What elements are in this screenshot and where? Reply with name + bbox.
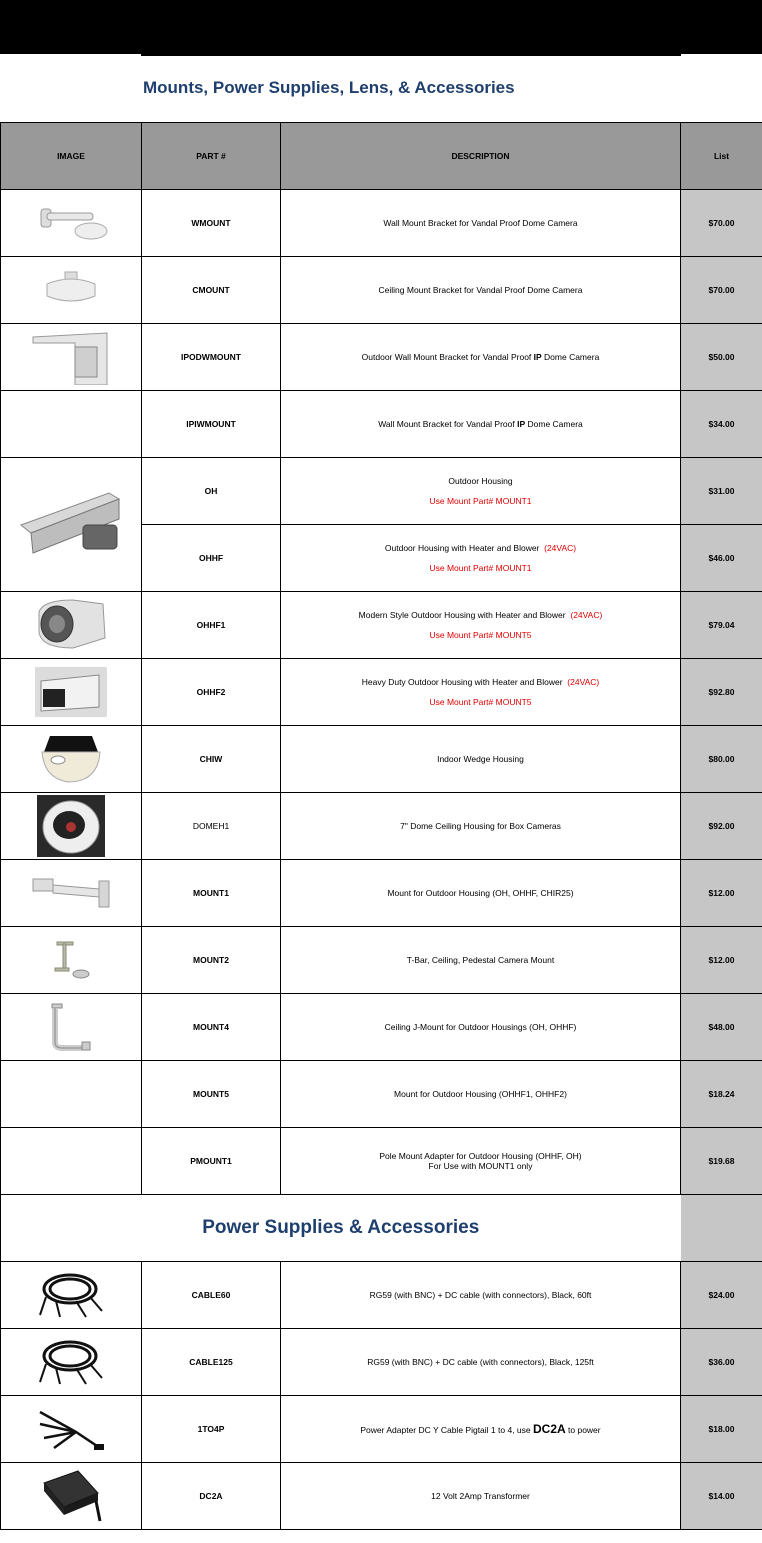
description: RG59 (with BNC) + DC cable (with connectors), Black, 60ft — [281, 1262, 681, 1329]
part-number: OHHF — [142, 525, 281, 592]
part-number: OH — [142, 458, 281, 525]
mount-note: Use Mount Part# MOUNT1 — [429, 563, 532, 573]
description: 12 Volt 2Amp Transformer — [281, 1463, 681, 1530]
table-row — [1, 726, 762, 793]
table-row — [1, 860, 762, 927]
part-number: CABLE125 — [142, 1329, 281, 1396]
list-price: $79.04 — [681, 592, 762, 659]
table-row — [1, 190, 762, 257]
list-price: $18.00 — [681, 1396, 762, 1463]
part-number: OHHF1 — [142, 592, 281, 659]
top-banner — [0, 0, 762, 54]
list-price: $14.00 — [681, 1463, 762, 1530]
description: Heavy Duty Outdoor Housing with Heater and Blower (24VAC) Use Mount Part# MOUNT5 — [281, 659, 681, 726]
table-row — [1, 324, 762, 391]
list-price: $92.00 — [681, 793, 762, 860]
part-number: CMOUNT — [142, 257, 281, 324]
description: Outdoor Housing with Heater and Blower (24VAC) Use Mount Part# MOUNT1 — [281, 525, 681, 592]
part-number: DC2A — [142, 1463, 281, 1530]
description: Wall Mount Bracket for Vandal Proof Dome Camera — [281, 190, 681, 257]
list-price: $48.00 — [681, 994, 762, 1061]
list-price: $24.00 — [681, 1262, 762, 1329]
list-price: $34.00 — [681, 391, 762, 458]
modern-housing-icon — [1, 592, 142, 659]
part-number: CHIW — [142, 726, 281, 793]
table-row — [1, 257, 762, 324]
description: Pole Mount Adapter for Outdoor Housing (OHHF, OH) For Use with MOUNT1 only — [281, 1128, 681, 1195]
description: Ceiling Mount Bracket for Vandal Proof Dome Camera — [281, 257, 681, 324]
table-row — [1, 1128, 762, 1195]
description: Ceiling J-Mount for Outdoor Housings (OH, OHHF) — [281, 994, 681, 1061]
part-number: MOUNT2 — [142, 927, 281, 994]
description: Power Adapter DC Y Cable Pigtail 1 to 4, use DC2A to power — [281, 1396, 681, 1463]
table-row — [1, 793, 762, 860]
list-price: $46.00 — [681, 525, 762, 592]
page-title: Mounts, Power Supplies, Lens, & Accessories — [143, 78, 515, 97]
header-description: DESCRIPTION — [281, 123, 681, 190]
description: Wall Mount Bracket for Vandal Proof IP Dome Camera — [281, 391, 681, 458]
table-row — [1, 1329, 762, 1396]
part-number: WMOUNT — [142, 190, 281, 257]
housing-mount-arm-icon — [1, 860, 142, 927]
table-row — [1, 1463, 762, 1530]
table-row — [1, 592, 762, 659]
description: 7" Dome Ceiling Housing for Box Cameras — [281, 793, 681, 860]
list-price: $12.00 — [681, 860, 762, 927]
description: Modern Style Outdoor Housing with Heater and Blower (24VAC) Use Mount Part# MOUNT5 — [281, 592, 681, 659]
list-price: $70.00 — [681, 190, 762, 257]
price-table — [0, 122, 762, 1530]
part-number: MOUNT4 — [142, 994, 281, 1061]
image-cell-empty — [1, 391, 142, 458]
coiled-cable-icon — [1, 1329, 142, 1396]
header-list: List — [681, 123, 762, 190]
outdoor-housing-icon — [1, 458, 142, 592]
list-price: $12.00 — [681, 927, 762, 994]
ceiling-mount-bracket-icon — [1, 257, 142, 324]
list-price: $19.68 — [681, 1128, 762, 1195]
heavy-duty-housing-icon — [1, 659, 142, 726]
list-price: $36.00 — [681, 1329, 762, 1396]
j-mount-icon — [1, 994, 142, 1061]
mount-note: Use Mount Part# MOUNT1 — [429, 496, 532, 506]
header-part: PART # — [142, 123, 281, 190]
list-price: $18.24 — [681, 1061, 762, 1128]
coiled-cable-icon — [1, 1262, 142, 1329]
description: T-Bar, Ceiling, Pedestal Camera Mount — [281, 927, 681, 994]
part-number: OHHF2 — [142, 659, 281, 726]
mount-note: Use Mount Part# MOUNT5 — [429, 697, 532, 707]
description: Indoor Wedge Housing — [281, 726, 681, 793]
part-number: IPIWMOUNT — [142, 391, 281, 458]
list-price: $70.00 — [681, 257, 762, 324]
image-cell-empty — [1, 1128, 142, 1195]
part-number: CABLE60 — [142, 1262, 281, 1329]
table-row — [1, 659, 762, 726]
section-title: Power Supplies & Accessories — [1, 1195, 681, 1262]
t-bar-mount-icon — [1, 927, 142, 994]
list-price: $50.00 — [681, 324, 762, 391]
list-price: $31.00 — [681, 458, 762, 525]
wedge-housing-icon — [1, 726, 142, 793]
image-cell-empty — [1, 1061, 142, 1128]
table-header — [1, 123, 762, 190]
dome-housing-icon — [1, 793, 142, 860]
section-side-cell — [681, 1195, 762, 1262]
wall-mount-bracket-icon — [1, 190, 142, 257]
list-price: $92.80 — [681, 659, 762, 726]
outdoor-wall-mount-icon — [1, 324, 142, 391]
part-number: IPODWMOUNT — [142, 324, 281, 391]
power-transformer-icon — [1, 1463, 142, 1530]
table-row — [1, 391, 762, 458]
list-price: $80.00 — [681, 726, 762, 793]
description: Mount for Outdoor Housing (OH, OHHF, CHIR25) — [281, 860, 681, 927]
description: Mount for Outdoor Housing (OHHF1, OHHF2) — [281, 1061, 681, 1128]
mount-note: Use Mount Part# MOUNT5 — [429, 630, 532, 640]
pigtail-cable-icon — [1, 1396, 142, 1463]
header-image: IMAGE — [1, 123, 142, 190]
description: Outdoor Wall Mount Bracket for Vandal Proof IP Dome Camera — [281, 324, 681, 391]
table-row — [1, 994, 762, 1061]
table-row — [1, 1396, 762, 1463]
table-row — [1, 458, 762, 525]
description: RG59 (with BNC) + DC cable (with connectors), Black, 125ft — [281, 1329, 681, 1396]
part-number: 1TO4P — [142, 1396, 281, 1463]
part-number: MOUNT1 — [142, 860, 281, 927]
part-number: PMOUNT1 — [142, 1128, 281, 1195]
part-number: MOUNT5 — [142, 1061, 281, 1128]
table-row — [1, 1262, 762, 1329]
description: Outdoor Housing Use Mount Part# MOUNT1 — [281, 458, 681, 525]
part-number: DOMEH1 — [142, 793, 281, 860]
section-header-row — [1, 1195, 762, 1262]
table-row — [1, 927, 762, 994]
table-row — [1, 1061, 762, 1128]
